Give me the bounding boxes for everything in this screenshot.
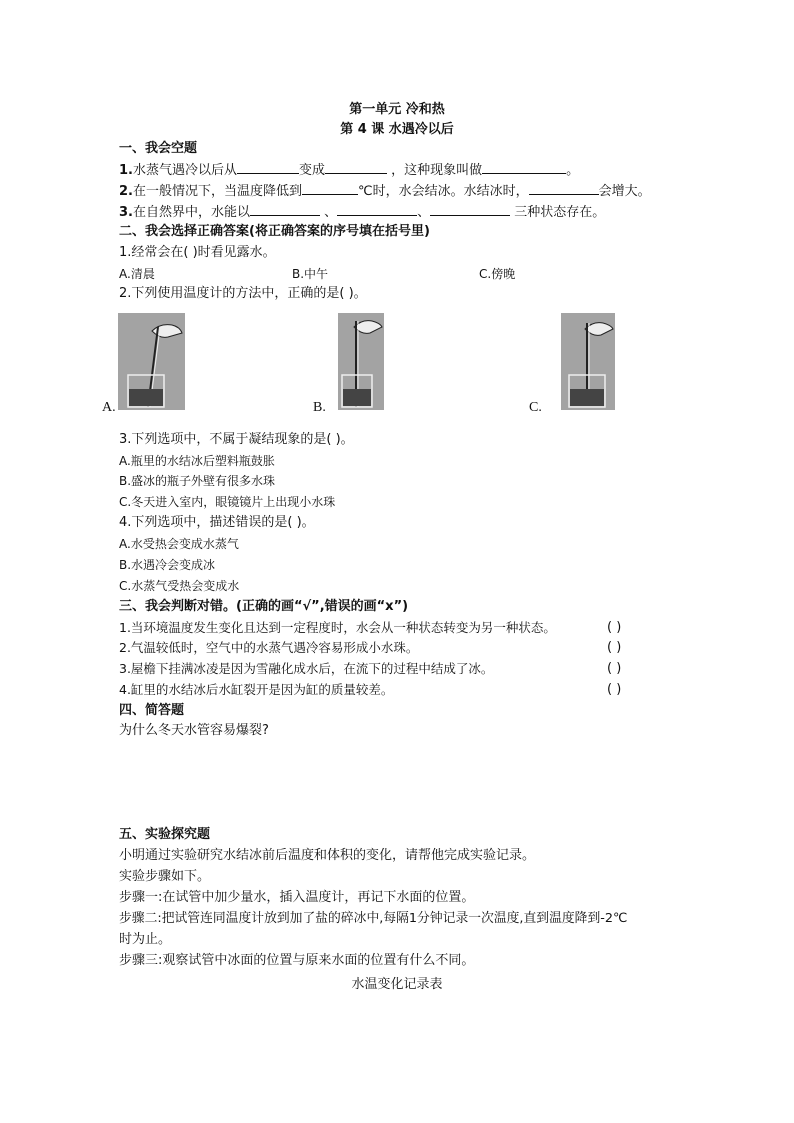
lesson-title: 第 4 课 水遇冷以后 (340, 122, 454, 137)
answer-blank[interactable] (237, 161, 299, 174)
judge-answer-paren-2[interactable]: ( ) (607, 640, 622, 655)
answer-blank[interactable] (482, 161, 566, 174)
section-1-title: 一、我会空题 (119, 141, 198, 156)
s2-question-1-stem: 1.经常会在( )时看见露水。 (119, 245, 276, 260)
answer-blank[interactable] (302, 182, 358, 195)
s2-question-2-stem: 2.下列使用温度计的方法中，正确的是( )。 (119, 286, 367, 301)
experiment-step-3: 步骤三:观察试管中冰面的位置与原来水面的位置有什么不同。 (119, 953, 475, 968)
s2-q2-option-c[interactable]: C. (529, 400, 542, 415)
section-2-title: 二、我会选择正确答案(将正确答案的序号填在括号里) (119, 224, 430, 239)
experiment-step-2-cont: 时为止。 (119, 932, 172, 947)
thermometer-image-c (561, 313, 615, 410)
s1-question-1: 1.水蒸气遇冷以后从 变成 ，这种现象叫做 。 (119, 163, 580, 178)
answer-blank[interactable] (430, 203, 510, 216)
experiment-steps-label: 实验步骤如下。 (119, 869, 211, 884)
s1-question-3: 3.在自然界中，水能以 、 、 三种状态存在。 (119, 205, 606, 220)
judge-item-2: 2.气温较低时，空气中的水蒸气遇冷容易形成小水珠。 (119, 640, 419, 655)
section-5-title: 五、实验探究题 (119, 827, 211, 842)
judge-answer-paren-3[interactable]: ( ) (607, 661, 622, 676)
s2-q1-option-a[interactable]: A.清晨 (119, 267, 155, 281)
experiment-step-1: 步骤一:在试管中加少量水，插入温度计，再记下水面的位置。 (119, 890, 475, 905)
s2-q3-option-b[interactable]: B.盛冰的瓶子外壁有很多水珠 (119, 474, 276, 488)
experiment-step-2: 步骤二:把试管连同温度计放到加了盐的碎冰中,每隔1分钟记录一次温度,直到温度降到-2℃ (119, 911, 628, 926)
s2-question-3-stem: 3.下列选项中，不属于凝结现象的是( )。 (119, 432, 354, 447)
experiment-intro: 小明通过实验研究水结冰前后温度和体积的变化，请帮他完成实验记录。 (119, 848, 536, 863)
judge-answer-paren-1[interactable]: ( ) (607, 620, 622, 635)
answer-blank[interactable] (529, 182, 599, 195)
section-4-title: 四、简答题 (119, 703, 185, 718)
s2-q3-option-a[interactable]: A.瓶里的水结冰后塑料瓶鼓胀 (119, 454, 275, 468)
answer-blank[interactable] (250, 203, 320, 216)
s2-q3-option-c[interactable]: C.冬天进入室内，眼镜镜片上出现小水珠 (119, 495, 336, 509)
section-3-title: 三、我会判断对错。(正确的画“√”,错误的画“x”) (119, 599, 409, 614)
answer-blank[interactable] (325, 161, 387, 174)
unit-title: 第一单元 冷和热 (349, 102, 445, 117)
answer-blank[interactable] (337, 203, 417, 216)
short-answer-question: 为什么冬天水管容易爆裂? (119, 723, 269, 738)
s2-q2-option-a[interactable]: A. (102, 400, 116, 415)
s2-q4-option-a[interactable]: A.水受热会变成水蒸气 (119, 537, 239, 551)
s2-q1-option-b[interactable]: B.中午 (292, 267, 329, 281)
judge-item-3: 3.屋檐下挂满冰凌是因为雪融化成水后，在流下的过程中结成了冰。 (119, 661, 494, 676)
s2-q1-option-c[interactable]: C.傍晚 (479, 267, 516, 281)
s2-question-4-stem: 4.下列选项中，描述错误的是( )。 (119, 515, 315, 530)
record-table-title: 水温变化记录表 (351, 977, 443, 992)
judge-item-1: 1.当环境温度发生变化且达到一定程度时，水会从一种状态转变为另一种状态。 (119, 620, 556, 635)
s2-q4-option-b[interactable]: B.水遇冷会变成冰 (119, 558, 216, 572)
thermometer-image-a (118, 313, 185, 410)
judge-item-4: 4.缸里的水结冰后水缸裂开是因为缸的质量较差。 (119, 682, 394, 697)
s2-q4-option-c[interactable]: C.水蒸气受热会变成水 (119, 579, 240, 593)
s1-question-2: 2.在一般情况下，当温度降低到 ℃时，水会结冰。水结冰时， 会增大。 (119, 184, 651, 199)
judge-answer-paren-4[interactable]: ( ) (607, 682, 622, 697)
thermometer-image-b (338, 313, 384, 410)
s2-q2-option-b[interactable]: B. (313, 400, 326, 415)
